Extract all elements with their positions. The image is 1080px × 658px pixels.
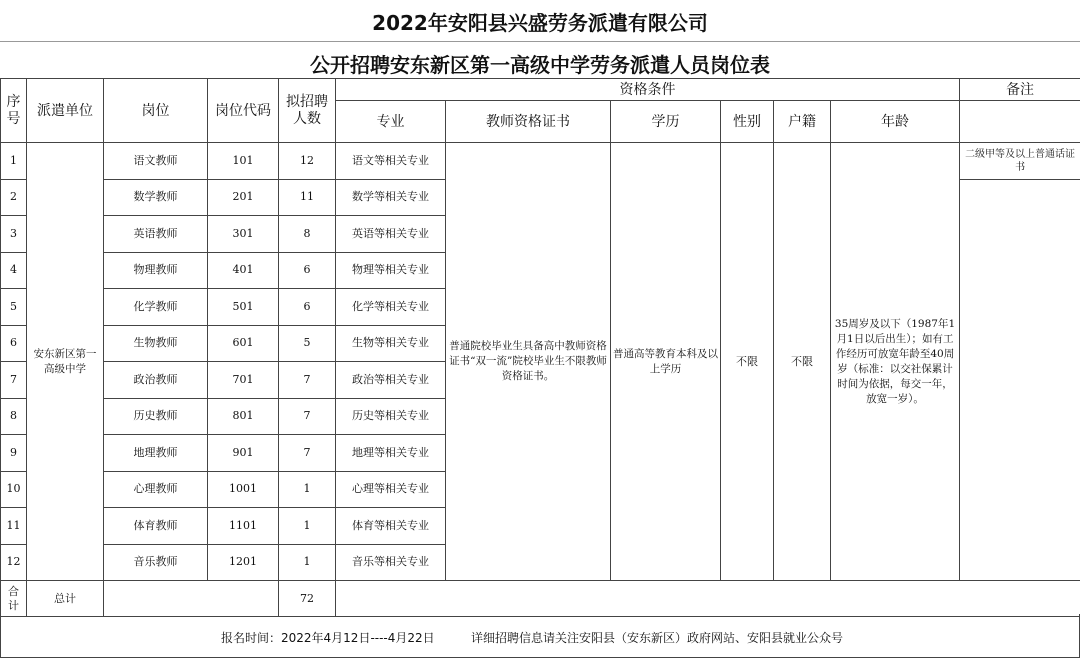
header-hukou: 户籍: [774, 101, 831, 143]
row-code: 1101: [208, 508, 279, 545]
header-cert: 教师资格证书: [446, 101, 611, 143]
header-major: 专业: [336, 101, 446, 143]
header-count: 拟招聘人数: [279, 79, 336, 143]
row-major: 生物等相关专业: [336, 325, 446, 362]
header-edu: 学历: [611, 101, 721, 143]
row-code: 501: [208, 289, 279, 326]
row-count: 7: [279, 398, 336, 435]
row-count: 6: [279, 252, 336, 289]
row-major: 语文等相关专业: [336, 143, 446, 180]
row-position: 物理教师: [104, 252, 208, 289]
row-position: 数学教师: [104, 179, 208, 216]
row-code: 901: [208, 435, 279, 472]
hukou-cell: 不限: [774, 143, 831, 581]
gender-cell: 不限: [721, 143, 774, 581]
row-position: 政治教师: [104, 362, 208, 399]
footer-info: 详细招聘信息请关注安阳县（安东新区）政府网站、安阳县就业公众号: [471, 631, 844, 645]
row-position: 生物教师: [104, 325, 208, 362]
footer: [0, 614, 1080, 658]
row-count: 11: [279, 179, 336, 216]
header-seq: 序号: [1, 79, 27, 143]
row-code: 101: [208, 143, 279, 180]
row-position: 体育教师: [104, 508, 208, 545]
row-count: 8: [279, 216, 336, 253]
row-no: 3: [1, 216, 27, 253]
row-no: 6: [1, 325, 27, 362]
header-remark: 备注: [960, 79, 1080, 101]
row-code: 1201: [208, 544, 279, 581]
cert-cell: 普通院校毕业生具备高中教师资格证书“双一流”院校毕业生不限教师资格证书。: [446, 143, 611, 581]
edu-cell: 普通高等教育本科及以上学历: [611, 143, 721, 581]
row-count: 1: [279, 508, 336, 545]
row-no: 5: [1, 289, 27, 326]
row-code: 801: [208, 398, 279, 435]
row-position: 语文教师: [104, 143, 208, 180]
row-no: 2: [1, 179, 27, 216]
total-count: 72: [279, 581, 336, 617]
row-no: 8: [1, 398, 27, 435]
row-major: 化学等相关专业: [336, 289, 446, 326]
row-count: 6: [279, 289, 336, 326]
row-code: 201: [208, 179, 279, 216]
total-blank-2: [336, 581, 1080, 617]
row-position: 英语教师: [104, 216, 208, 253]
row-position: 历史教师: [104, 398, 208, 435]
header-position: 岗位: [104, 79, 208, 143]
total-blank-1: [104, 581, 279, 617]
header-unit: 派遣单位: [27, 79, 104, 143]
row-code: 601: [208, 325, 279, 362]
row-no: 11: [1, 508, 27, 545]
header-code: 岗位代码: [208, 79, 279, 143]
row-major: 政治等相关专业: [336, 362, 446, 399]
row-major: 地理等相关专业: [336, 435, 446, 472]
total-label: 合计: [1, 581, 27, 617]
age-cell: 35周岁及以下（1987年1月1日以后出生）；如有工作经历可放宽年龄至40周岁（标准：以交社保累计时间为依据，每交一年，放宽一岁）。: [831, 143, 960, 581]
row-no: 12: [1, 544, 27, 581]
row-position: 音乐教师: [104, 544, 208, 581]
row-major: 物理等相关专业: [336, 252, 446, 289]
row-code: 701: [208, 362, 279, 399]
row-no: 10: [1, 471, 27, 508]
row-count: 12: [279, 143, 336, 180]
row-position: 地理教师: [104, 435, 208, 472]
total-row: [1, 581, 1080, 617]
row-major: 历史等相关专业: [336, 398, 446, 435]
row-count: 7: [279, 435, 336, 472]
row-no: 7: [1, 362, 27, 399]
document-subtitle: 公开招聘安东新区第一高级中学劳务派遣人员岗位表: [310, 53, 770, 77]
row-code: 301: [208, 216, 279, 253]
footer-registration-dates: 报名时间：2022年4月12日----4月22日: [221, 631, 435, 645]
row-no: 1: [1, 143, 27, 180]
remark-blank: [960, 179, 1080, 581]
row-no: 4: [1, 252, 27, 289]
position-table: [0, 78, 1080, 617]
row-count: 5: [279, 325, 336, 362]
row-major: 英语等相关专业: [336, 216, 446, 253]
row-count: 7: [279, 362, 336, 399]
title-divider: [0, 41, 1080, 42]
row-code: 401: [208, 252, 279, 289]
row-major: 音乐等相关专业: [336, 544, 446, 581]
unit-cell: 安东新区第一高级中学: [27, 143, 104, 581]
row-position: 化学教师: [104, 289, 208, 326]
row-code: 1001: [208, 471, 279, 508]
row-count: 1: [279, 471, 336, 508]
header-age: 年龄: [831, 101, 960, 143]
header-qualifications: 资格条件: [336, 79, 960, 101]
row-count: 1: [279, 544, 336, 581]
row-position: 心理教师: [104, 471, 208, 508]
row-major: 数学等相关专业: [336, 179, 446, 216]
row-no: 9: [1, 435, 27, 472]
row-major: 心理等相关专业: [336, 471, 446, 508]
total-unit-label: 总计: [27, 581, 104, 617]
header-gender: 性别: [721, 101, 774, 143]
document-title: 2022年安阳县兴盛劳务派遣有限公司: [372, 11, 708, 35]
remark-cell: 二级甲等及以上普通话证书: [960, 143, 1080, 180]
header-remark-blank: [960, 101, 1080, 143]
table-row: [1, 143, 1080, 180]
row-major: 体育等相关专业: [336, 508, 446, 545]
